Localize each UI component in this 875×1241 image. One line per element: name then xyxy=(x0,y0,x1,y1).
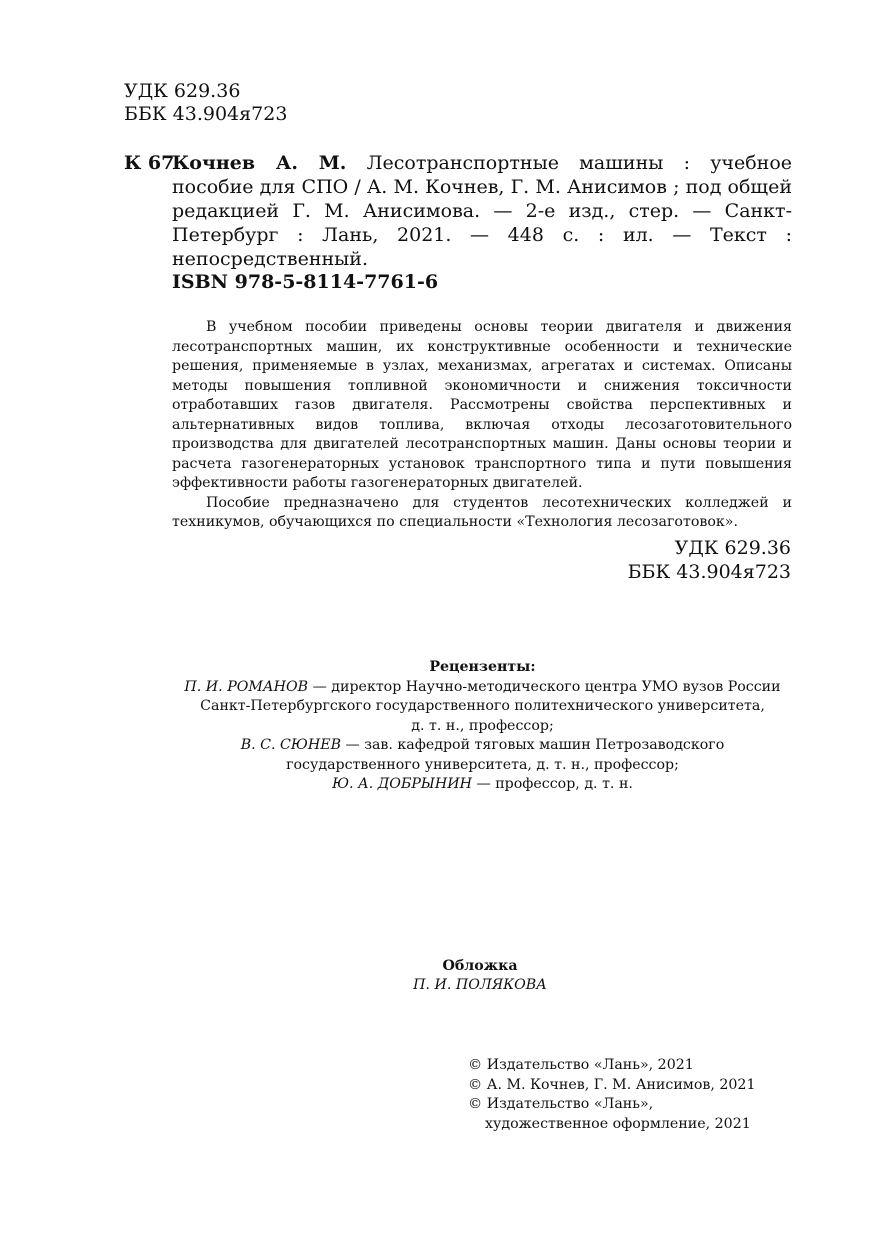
reviewers xyxy=(160,658,805,795)
copyright-line-4: художественное оформление, 2021 xyxy=(485,1115,751,1132)
bbk-code: ББК 43.904я723 xyxy=(124,103,288,125)
isbn: ISBN 978-5-8114-7761-6 xyxy=(172,271,439,293)
reviewer-1-name: П. И. РОМАНОВ xyxy=(184,678,309,695)
reviewer-2 xyxy=(160,736,805,756)
reviewer-3 xyxy=(160,775,805,795)
cover-credit xyxy=(300,957,660,995)
reviewer-3-name: Ю. А. ДОБРЫНИН xyxy=(332,776,472,792)
reviewer-1-affiliation: Санкт-Петербургского государственного политехнического университета, xyxy=(200,698,765,714)
reviewer-1-title: — директор Научно-методического центра УМО вузов России xyxy=(308,678,781,695)
copyright-line-3: © Издательство «Лань», xyxy=(468,1096,654,1112)
reviewer-1 xyxy=(160,678,805,698)
reviewer-1-degree: д. т. н., профессор; xyxy=(411,717,554,734)
annotation xyxy=(172,318,792,533)
bbk-code-right: ББК 43.904я723 xyxy=(627,561,791,583)
annotation-paragraph-2: Пособие предназначено для студентов лесотехнических колледжей и техникумов, обучающихся по специальности «Технология лесозаготовок». xyxy=(172,494,792,530)
udk-code-right: УДК 629.36 xyxy=(674,537,791,559)
cover-heading: Обложка xyxy=(442,958,518,974)
reviewer-3-title: — профессор, д. т. н. xyxy=(472,776,633,792)
annotation-paragraph-1: В учебном пособии приведены основы теории двигателя и движения лесотранспортных машин, их конструктивные особенности и технические решения, применяемые в узлах, механизмах, агрегатах и системах. Описаны методы повышения топливной экономичности и снижения токсичности отработавших газов двигателя. Рассмотрены свойства перспективных и альтернативных видов топлива, включая отходы лесозаготовительного производства для двигателей лесотранспортных машин. Даны основы теории и расчета газогенераторных установок транспортного типа и пути повышения эффективности работы газогенераторных двигателей. xyxy=(172,319,792,491)
classification-block xyxy=(124,80,287,126)
copyright-line-2: © А. М. Кочнев, Г. М. Анисимов, 2021 xyxy=(468,1076,756,1093)
cover-designer: П. И. ПОЛЯКОВА xyxy=(413,977,547,993)
reviewers-heading: Рецензенты: xyxy=(429,659,536,675)
reviewer-2-affiliation: государственного университета, д. т. н., профессор; xyxy=(286,756,679,773)
reviewer-2-name: В. С. СЮНЕВ xyxy=(240,737,341,753)
classification-block-right xyxy=(628,536,791,584)
copyright-line-1: © Издательство «Лань», 2021 xyxy=(468,1057,694,1073)
udk-code: УДК 629.36 xyxy=(124,80,241,102)
author-mark: К 67 xyxy=(124,152,175,174)
bibliographic-record xyxy=(172,151,792,271)
reviewer-2-title: — зав. кафедрой тяговых машин Петрозаводского xyxy=(341,737,725,753)
author-name: Кочнев А. М. xyxy=(172,152,347,174)
bibliographic-details: Лесотранспортные машины : учебное пособие для СПО / А. М. Кочнев, Г. М. Анисимов ; под общей редакцией Г. М. Анисимова. — 2-е изд., стер. — Санкт-Петербург : Лань, 2021. — 448 с. : ил. — Текст : непосредственный. xyxy=(172,152,792,270)
copyright-block xyxy=(468,1056,755,1134)
